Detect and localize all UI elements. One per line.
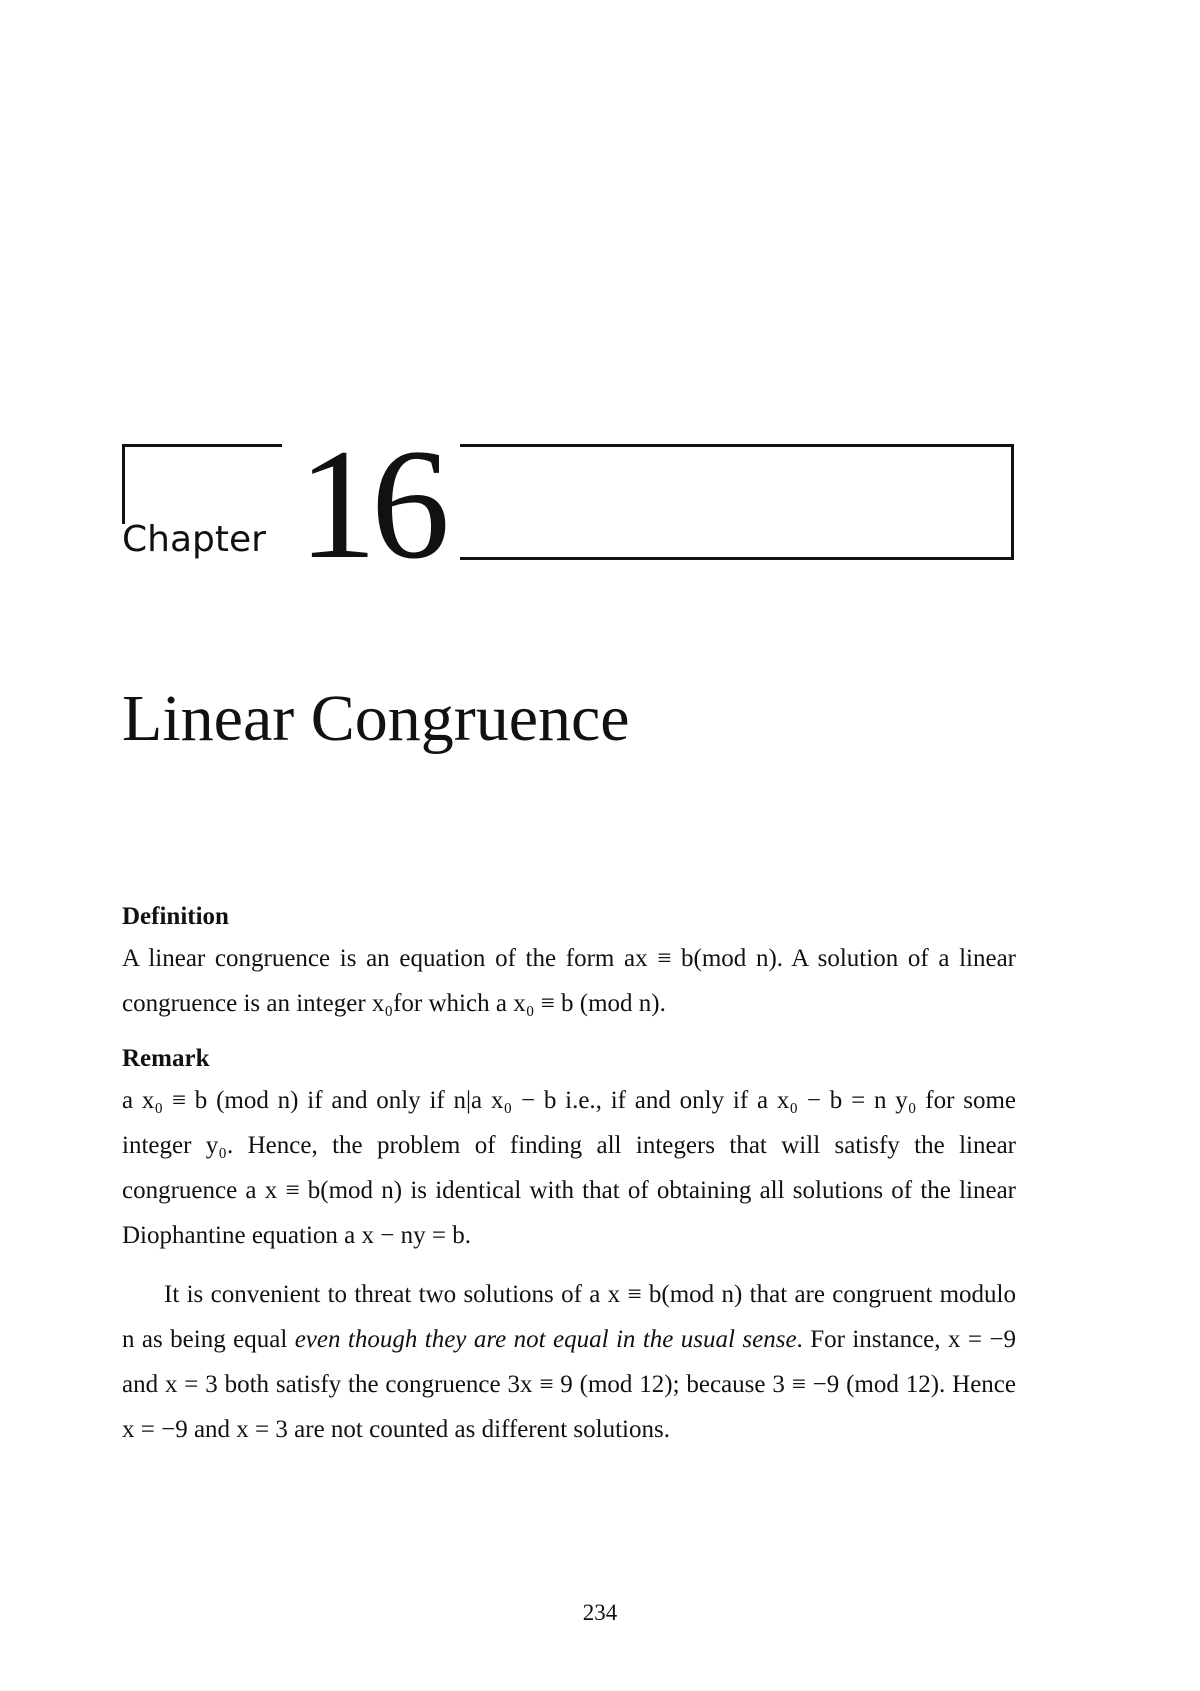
paragraph-italic-phrase: even though they are not equal in the usual sense (294, 1326, 797, 1353)
chapter-label: Chapter (122, 519, 266, 560)
congruence-paragraph (122, 1272, 1016, 1452)
page-number: 234 (582, 1600, 618, 1625)
definition-heading: Definition (122, 903, 229, 930)
remark-text: a x₀ ≡ b (mod n) if and only if n|a x₀ − b i.e., if and only if a x₀ − b = n y₀ for some integer y₀. Hence, the problem of finding all integers that will satisfy the linear congruence a x ≡ b(mod n) is identical with that of obtaining all solutions of the linear Diophantine equation a x − ny = b. (122, 1087, 1016, 1249)
paragraph-text-end: . For instance, x = −9 and x = 3 both satisfy the congruence 3x ≡ 9 (mod 12); because 3 ≡ −9 (mod 12). Hence x = −9 and x = 3 are not counted as different solutions. (122, 1326, 1016, 1443)
frame-right-box (460, 444, 1014, 560)
chapter-content (122, 898, 1016, 1466)
chapter-title: Linear Congruence (122, 682, 630, 755)
definition-text: A linear congruence is an equation of the form ax ≡ b(mod n). A solution of a linear congruence is an integer x₀for which a x₀ ≡ b (mod n). (122, 945, 1016, 1017)
paragraph-text-start: It is convenient to threat two solutions of a x ≡ b(mod n) that are congruent modulo n as being equal (122, 1281, 1016, 1353)
chapter-number: 16 (298, 417, 444, 592)
remark-heading: Remark (122, 1045, 210, 1072)
frame-left-bracket (122, 444, 282, 524)
